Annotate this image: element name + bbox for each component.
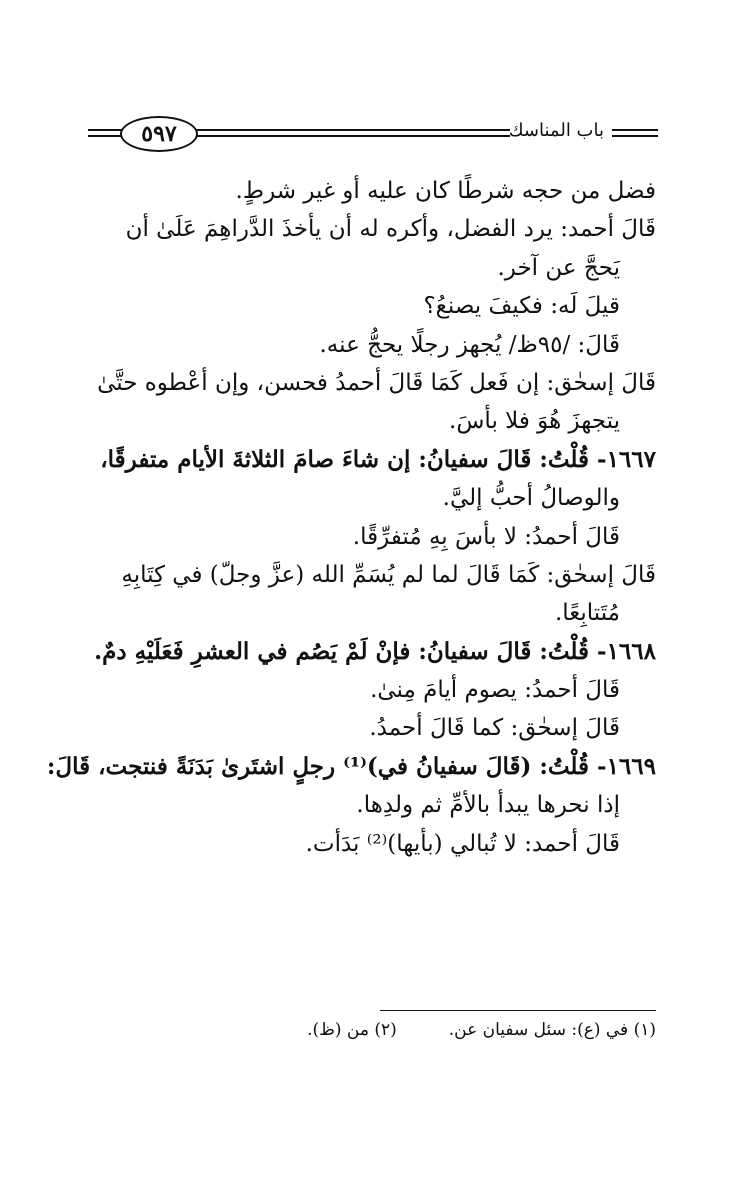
text-line: قيلَ لَه: فكيفَ يصنعُ؟: [423, 293, 620, 320]
text-line: قَالَ أحمد: يرد الفضل، وأكره له أن يأخذَ الدَّراهِمَ عَلَىٰ أن: [125, 216, 656, 243]
text-line: إذا نحرها يبدأ بالأمِّ ثم ولدِها.: [356, 792, 620, 819]
text-line: يتجهزَ هُوَ فلا بأسَ.: [449, 408, 620, 435]
page-number-badge: [120, 116, 198, 152]
text-line: قَالَ أحمدُ: يصوم أيامَ مِنىٰ.: [370, 677, 620, 704]
page-header: [88, 112, 658, 156]
header-rule-middle-top: [192, 129, 510, 131]
text-line: والوصالُ أحبُّ إليَّ.: [442, 485, 620, 512]
page-number: ٥٩٧: [141, 121, 177, 147]
body-text: [46, 172, 656, 863]
header-rule-right-top: [612, 129, 658, 131]
footnotes: [230, 1020, 656, 1040]
text-line-entry-1669: ١٦٦٩- قُلْتُ: (قَالَ سفيانُ في)⁽¹⁾ رجلٍ اشتَرىٰ بَدَنَةً فنتجت، قَالَ:: [46, 752, 656, 780]
text-line: قَالَ أحمد: لا تُبالي (بأيها)⁽²⁾ بَدَأت.: [305, 830, 620, 857]
text-line: قَالَ إسحٰق: إن فَعل كَمَا قَالَ أحمدُ فحسن، وإن أعْطوه حتَّىٰ: [97, 369, 656, 396]
text-line-entry-1668: ١٦٦٨- قُلْتُ: قَالَ سفيانُ: فإنْ لَمْ يَصُم في العشرِ فَعَلَيْهِ دمٌ.: [94, 637, 656, 665]
text-line-entry-1667: ١٦٦٧- قُلْتُ: قَالَ سفيانُ: إن شاءَ صامَ الثلاثةَ الأيام متفرقًا،: [100, 445, 656, 473]
text-line: مُتَتابِعًا.: [554, 600, 620, 627]
footnote-1: (١) في (ع): سئل سفيان عن.: [448, 1020, 656, 1040]
text-line: قَالَ: /٩٥ظ/ يُجهز رجلًا يحجُّ عنه.: [319, 331, 620, 358]
footnote-separator: [380, 1010, 656, 1011]
header-rule-middle-bottom: [192, 135, 510, 137]
footnote-2: (٢) من (ظ).: [307, 1020, 397, 1040]
running-title: باب المناسك: [508, 120, 604, 141]
text-line: قَالَ إسحٰق: كما قَالَ أحمدُ.: [369, 715, 620, 742]
text-line: فضل من حجه شرطًا كان عليه أو غير شرطٍ.: [235, 178, 656, 204]
header-rule-right-bottom: [612, 135, 658, 137]
text-line: يَحجَّ عن آخر.: [497, 254, 620, 281]
text-line: قَالَ أحمدُ: لا بأسَ بِهِ مُتفرِّقًا.: [352, 523, 620, 550]
text-line: قَالَ إسحٰق: كَمَا قَالَ لما لم يُسَمِّ الله (عزَّ وجلّ) في كِتَابِهِ: [121, 561, 656, 588]
